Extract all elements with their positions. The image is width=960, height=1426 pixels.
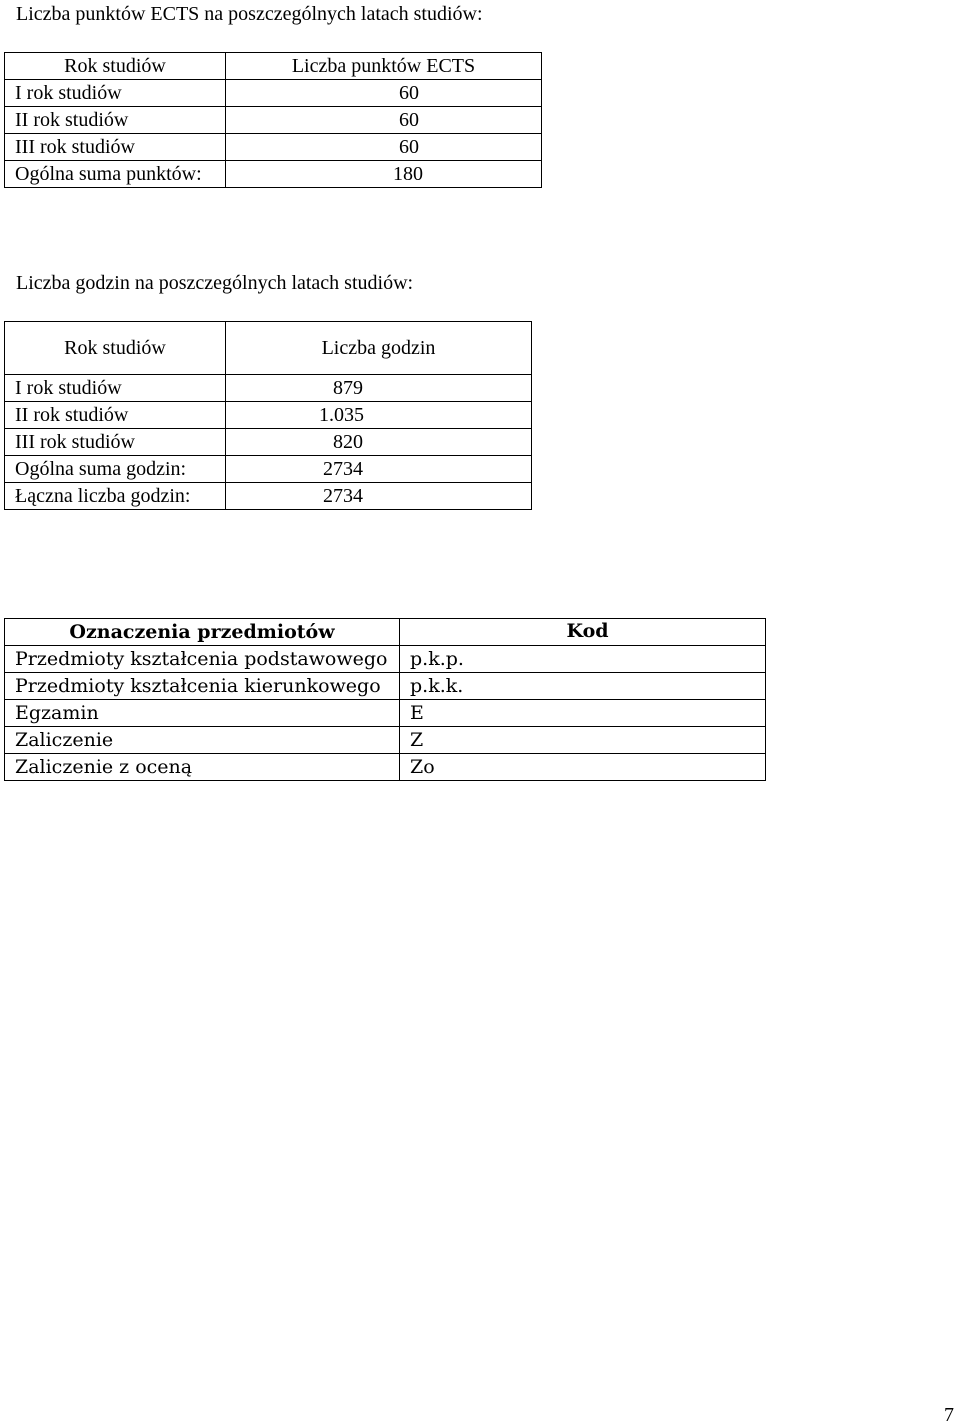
table-row bbox=[5, 456, 532, 483]
hours-value: 879 bbox=[333, 377, 363, 399]
table-row bbox=[5, 429, 532, 456]
ects-table bbox=[4, 52, 542, 188]
table-row bbox=[5, 375, 532, 402]
table-header-row bbox=[5, 619, 766, 646]
table-row bbox=[5, 161, 542, 188]
column-header: Liczba punktów ECTS bbox=[226, 53, 542, 80]
year-cell: II rok studiów bbox=[5, 107, 226, 134]
hours-value: 820 bbox=[333, 431, 363, 453]
hours-total-value: 2734 bbox=[323, 458, 363, 480]
column-header: Rok studiów bbox=[5, 53, 226, 80]
ects-value: 60 bbox=[399, 82, 419, 104]
column-header: Kod bbox=[400, 619, 766, 646]
symbol-label: Przedmioty kształcenia podstawowego bbox=[5, 646, 400, 673]
column-header: Oznaczenia przedmiotów bbox=[5, 619, 400, 646]
ects-title: Liczba punktów ECTS na poszczególnych latach studiów: bbox=[16, 3, 483, 25]
symbol-label: Zaliczenie z oceną bbox=[5, 754, 400, 781]
total-label-cell: Ogólna suma punktów: bbox=[5, 161, 226, 188]
column-header: Liczba godzin bbox=[226, 322, 532, 375]
symbol-label: Zaliczenie bbox=[5, 727, 400, 754]
year-cell: III rok studiów bbox=[5, 429, 226, 456]
year-cell: III rok studiów bbox=[5, 134, 226, 161]
table-row bbox=[5, 646, 766, 673]
page-number: 7 bbox=[944, 1404, 954, 1426]
table-row bbox=[5, 727, 766, 754]
table-header-row bbox=[5, 53, 542, 80]
table-row bbox=[5, 80, 542, 107]
hours-value: 1.035 bbox=[319, 404, 364, 426]
symbol-label: Egzamin bbox=[5, 700, 400, 727]
table-row bbox=[5, 134, 542, 161]
year-cell: I rok studiów bbox=[5, 375, 226, 402]
total-label-cell: Łączna liczba godzin: bbox=[5, 483, 226, 510]
symbols-table bbox=[4, 618, 766, 781]
table-row bbox=[5, 483, 532, 510]
ects-value: 60 bbox=[399, 109, 419, 131]
ects-total-value: 180 bbox=[393, 163, 423, 185]
symbol-code: E bbox=[400, 700, 766, 727]
table-row bbox=[5, 402, 532, 429]
symbol-code: p.k.k. bbox=[400, 673, 766, 700]
symbol-code: Z bbox=[400, 727, 766, 754]
table-row bbox=[5, 673, 766, 700]
hours-title: Liczba godzin na poszczególnych latach studiów: bbox=[16, 272, 414, 294]
column-header: Rok studiów bbox=[5, 322, 226, 375]
ects-value: 60 bbox=[399, 136, 419, 158]
symbol-label: Przedmioty kształcenia kierunkowego bbox=[5, 673, 400, 700]
symbol-code: p.k.p. bbox=[400, 646, 766, 673]
table-header-row bbox=[5, 322, 532, 375]
year-cell: II rok studiów bbox=[5, 402, 226, 429]
year-cell: I rok studiów bbox=[5, 80, 226, 107]
symbol-code: Zo bbox=[400, 754, 766, 781]
table-row bbox=[5, 700, 766, 727]
total-label-cell: Ogólna suma godzin: bbox=[5, 456, 226, 483]
table-row bbox=[5, 107, 542, 134]
table-row bbox=[5, 754, 766, 781]
hours-table bbox=[4, 321, 532, 510]
hours-grand-total-value: 2734 bbox=[323, 485, 363, 507]
